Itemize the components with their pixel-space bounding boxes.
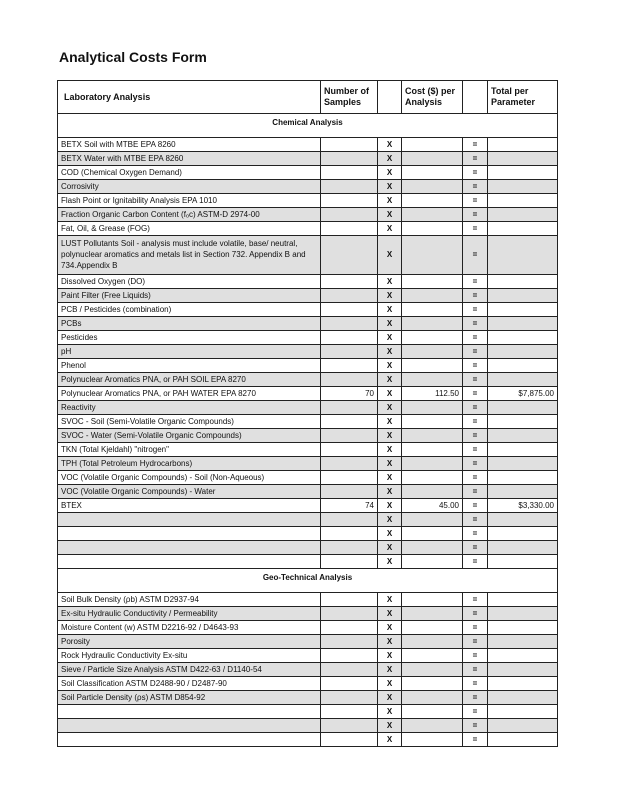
cost-input-cell[interactable] xyxy=(402,555,463,569)
table-row xyxy=(58,401,558,415)
samples-input-cell[interactable] xyxy=(321,513,378,527)
samples-input-cell[interactable]: 74 xyxy=(321,499,378,513)
equals-sign-cell: = xyxy=(463,705,488,719)
multiply-sign-cell: X xyxy=(378,138,402,152)
equals-sign-cell: = xyxy=(463,236,488,275)
multiply-sign-cell: X xyxy=(378,499,402,513)
table-row xyxy=(58,152,558,166)
total-input-cell[interactable] xyxy=(488,527,558,541)
table-row xyxy=(58,303,558,317)
table-row xyxy=(58,180,558,194)
total-input-cell[interactable] xyxy=(488,733,558,747)
equals-sign-cell: = xyxy=(463,527,488,541)
analysis-name-cell: Soil Bulk Density (ρb) ASTM D2937-94 xyxy=(58,593,321,607)
samples-input-cell[interactable] xyxy=(321,555,378,569)
multiply-sign-cell: X xyxy=(378,429,402,443)
samples-input-cell[interactable] xyxy=(321,303,378,317)
analysis-name-cell: TPH (Total Petroleum Hydrocarbons) xyxy=(58,457,321,471)
analysis-name-cell: SVOC - Water (Semi-Volatile Organic Compounds) xyxy=(58,429,321,443)
analysis-name-cell: Fraction Organic Carbon Content (fₒc) ASTM-D 2974-00 xyxy=(58,208,321,222)
analysis-name-cell: VOC (Volatile Organic Compounds) - Soil (Non-Aqueous) xyxy=(58,471,321,485)
multiply-sign-cell: X xyxy=(378,415,402,429)
equals-sign-cell: = xyxy=(463,607,488,621)
analysis-name-cell: Pesticides xyxy=(58,331,321,345)
equals-sign-cell: = xyxy=(463,733,488,747)
multiply-sign-cell: X xyxy=(378,541,402,555)
samples-input-cell[interactable] xyxy=(321,401,378,415)
equals-sign-cell: = xyxy=(463,359,488,373)
samples-input-cell[interactable] xyxy=(321,719,378,733)
equals-sign-cell: = xyxy=(463,275,488,289)
total-input-cell[interactable] xyxy=(488,663,558,677)
equals-sign-cell: = xyxy=(463,457,488,471)
equals-sign-cell: = xyxy=(463,499,488,513)
cost-input-cell[interactable] xyxy=(402,635,463,649)
total-input-cell[interactable] xyxy=(488,457,558,471)
equals-sign-cell: = xyxy=(463,719,488,733)
cost-input-cell[interactable] xyxy=(402,705,463,719)
header-lab-analysis: Laboratory Analysis xyxy=(58,81,321,114)
analysis-name-cell: BETX Water with MTBE EPA 8260 xyxy=(58,152,321,166)
total-input-cell[interactable] xyxy=(488,649,558,663)
multiply-sign-cell: X xyxy=(378,663,402,677)
samples-input-cell[interactable] xyxy=(321,236,378,275)
analysis-name-cell: PCBs xyxy=(58,317,321,331)
total-input-cell[interactable] xyxy=(488,138,558,152)
equals-sign-cell: = xyxy=(463,443,488,457)
equals-sign-cell: = xyxy=(463,593,488,607)
samples-input-cell[interactable] xyxy=(321,373,378,387)
total-input-cell[interactable] xyxy=(488,593,558,607)
cost-input-cell[interactable] xyxy=(402,677,463,691)
total-input-cell[interactable] xyxy=(488,180,558,194)
samples-input-cell[interactable] xyxy=(321,541,378,555)
total-input-cell[interactable] xyxy=(488,513,558,527)
header-op-spacer xyxy=(378,81,402,114)
multiply-sign-cell: X xyxy=(378,621,402,635)
multiply-sign-cell: X xyxy=(378,387,402,401)
equals-sign-cell: = xyxy=(463,415,488,429)
table-row xyxy=(58,663,558,677)
total-input-cell[interactable] xyxy=(488,621,558,635)
total-input-cell[interactable] xyxy=(488,317,558,331)
total-input-cell[interactable] xyxy=(488,705,558,719)
total-input-cell[interactable] xyxy=(488,303,558,317)
total-input-cell[interactable] xyxy=(488,607,558,621)
table-row xyxy=(58,457,558,471)
section-title: Geo-Technical Analysis xyxy=(58,569,558,588)
cost-input-cell[interactable] xyxy=(402,621,463,635)
analysis-name-cell: BETX Soil with MTBE EPA 8260 xyxy=(58,138,321,152)
table-row xyxy=(58,275,558,289)
equals-sign-cell: = xyxy=(463,471,488,485)
cost-input-cell[interactable] xyxy=(402,331,463,345)
table-row xyxy=(58,719,558,733)
multiply-sign-cell: X xyxy=(378,359,402,373)
multiply-sign-cell: X xyxy=(378,593,402,607)
table-row xyxy=(58,359,558,373)
equals-sign-cell: = xyxy=(463,401,488,415)
cost-input-cell[interactable]: 45.00 xyxy=(402,499,463,513)
equals-sign-cell: = xyxy=(463,555,488,569)
total-input-cell[interactable] xyxy=(488,289,558,303)
multiply-sign-cell: X xyxy=(378,166,402,180)
table-row xyxy=(58,345,558,359)
samples-input-cell[interactable] xyxy=(321,359,378,373)
total-input-cell[interactable] xyxy=(488,471,558,485)
samples-input-cell[interactable] xyxy=(321,527,378,541)
table-row xyxy=(58,499,558,513)
table-row xyxy=(58,635,558,649)
samples-input-cell[interactable] xyxy=(321,621,378,635)
analysis-name-cell xyxy=(58,527,321,541)
table-row xyxy=(58,373,558,387)
samples-input-cell[interactable] xyxy=(321,663,378,677)
equals-sign-cell: = xyxy=(463,208,488,222)
cost-input-cell[interactable] xyxy=(402,541,463,555)
cost-input-cell[interactable] xyxy=(402,166,463,180)
samples-input-cell[interactable] xyxy=(321,733,378,747)
table-row xyxy=(58,691,558,705)
cost-input-cell[interactable] xyxy=(402,593,463,607)
table-row xyxy=(58,429,558,443)
cost-input-cell[interactable] xyxy=(402,275,463,289)
analysis-name-cell: Polynuclear Aromatics PNA, or PAH SOIL EPA 8270 xyxy=(58,373,321,387)
analysis-name-cell: BTEX xyxy=(58,499,321,513)
table-row xyxy=(58,607,558,621)
cost-input-cell[interactable] xyxy=(402,222,463,236)
analysis-name-cell: LUST Pollutants Soil - analysis must include volatile, base/ neutral, polynuclear aromatics and metals list in Section 732. Appendix B and 734.Appendix B xyxy=(58,236,321,275)
table-row xyxy=(58,733,558,747)
multiply-sign-cell: X xyxy=(378,471,402,485)
cost-input-cell[interactable] xyxy=(402,303,463,317)
analysis-name-cell: Corrosivity xyxy=(58,180,321,194)
samples-input-cell[interactable] xyxy=(321,457,378,471)
total-input-cell[interactable] xyxy=(488,555,558,569)
samples-input-cell[interactable] xyxy=(321,429,378,443)
total-input-cell[interactable] xyxy=(488,541,558,555)
cost-input-cell[interactable] xyxy=(402,733,463,747)
multiply-sign-cell: X xyxy=(378,180,402,194)
analysis-name-cell: Flash Point or Ignitability Analysis EPA 1010 xyxy=(58,194,321,208)
analysis-name-cell: Sieve / Particle Size Analysis ASTM D422-63 / D1140-54 xyxy=(58,663,321,677)
samples-input-cell[interactable] xyxy=(321,471,378,485)
analysis-name-cell xyxy=(58,555,321,569)
total-input-cell[interactable] xyxy=(488,485,558,499)
total-input-cell[interactable] xyxy=(488,331,558,345)
analysis-name-cell: VOC (Volatile Organic Compounds) - Water xyxy=(58,485,321,499)
analysis-name-cell: Rock Hydraulic Conductivity Ex-situ xyxy=(58,649,321,663)
equals-sign-cell: = xyxy=(463,180,488,194)
analysis-name-cell: Reactivity xyxy=(58,401,321,415)
equals-sign-cell: = xyxy=(463,373,488,387)
equals-sign-cell: = xyxy=(463,621,488,635)
samples-input-cell[interactable] xyxy=(321,649,378,663)
multiply-sign-cell: X xyxy=(378,275,402,289)
multiply-sign-cell: X xyxy=(378,345,402,359)
cost-input-cell[interactable] xyxy=(402,663,463,677)
table-row xyxy=(58,317,558,331)
analysis-name-cell: Paint Filter (Free Liquids) xyxy=(58,289,321,303)
analysis-name-cell: Soil Particle Density (ρs) ASTM D854-92 xyxy=(58,691,321,705)
equals-sign-cell: = xyxy=(463,635,488,649)
samples-input-cell[interactable] xyxy=(321,691,378,705)
samples-input-cell[interactable] xyxy=(321,705,378,719)
table-row xyxy=(58,677,558,691)
equals-sign-cell: = xyxy=(463,138,488,152)
header-samples: Number of Samples xyxy=(321,81,378,114)
section-title: Chemical Analysis xyxy=(58,114,558,133)
samples-input-cell[interactable] xyxy=(321,222,378,236)
multiply-sign-cell: X xyxy=(378,649,402,663)
analysis-name-cell: COD (Chemical Oxygen Demand) xyxy=(58,166,321,180)
analysis-name-cell: TKN (Total Kjeldahl) "nitrogen" xyxy=(58,443,321,457)
total-input-cell[interactable] xyxy=(488,635,558,649)
table-row xyxy=(58,138,558,152)
equals-sign-cell: = xyxy=(463,222,488,236)
table-row xyxy=(58,194,558,208)
cost-input-cell[interactable] xyxy=(402,429,463,443)
multiply-sign-cell: X xyxy=(378,513,402,527)
table-row xyxy=(58,485,558,499)
multiply-sign-cell: X xyxy=(378,222,402,236)
equals-sign-cell: = xyxy=(463,387,488,401)
total-input-cell[interactable] xyxy=(488,152,558,166)
equals-sign-cell: = xyxy=(463,513,488,527)
samples-input-cell[interactable] xyxy=(321,345,378,359)
multiply-sign-cell: X xyxy=(378,152,402,166)
cost-input-cell[interactable] xyxy=(402,443,463,457)
samples-input-cell[interactable] xyxy=(321,166,378,180)
multiply-sign-cell: X xyxy=(378,719,402,733)
section-header-row xyxy=(58,569,558,588)
multiply-sign-cell: X xyxy=(378,457,402,471)
total-input-cell[interactable] xyxy=(488,373,558,387)
equals-sign-cell: = xyxy=(463,152,488,166)
total-input-cell[interactable] xyxy=(488,415,558,429)
table-row xyxy=(58,555,558,569)
samples-input-cell[interactable]: 70 xyxy=(321,387,378,401)
multiply-sign-cell: X xyxy=(378,607,402,621)
samples-input-cell[interactable] xyxy=(321,331,378,345)
samples-input-cell[interactable] xyxy=(321,317,378,331)
samples-input-cell[interactable] xyxy=(321,138,378,152)
total-input-cell[interactable] xyxy=(488,691,558,705)
total-input-cell[interactable] xyxy=(488,443,558,457)
table-row xyxy=(58,289,558,303)
equals-sign-cell: = xyxy=(463,663,488,677)
samples-input-cell[interactable] xyxy=(321,415,378,429)
samples-input-cell[interactable] xyxy=(321,485,378,499)
equals-sign-cell: = xyxy=(463,691,488,705)
total-input-cell[interactable] xyxy=(488,401,558,415)
table-row xyxy=(58,331,558,345)
samples-input-cell[interactable] xyxy=(321,180,378,194)
table-row xyxy=(58,387,558,401)
cost-input-cell[interactable] xyxy=(402,691,463,705)
total-input-cell[interactable] xyxy=(488,208,558,222)
equals-sign-cell: = xyxy=(463,677,488,691)
total-input-cell[interactable] xyxy=(488,429,558,443)
table-row xyxy=(58,621,558,635)
cost-input-cell[interactable] xyxy=(402,457,463,471)
cost-input-cell[interactable] xyxy=(402,236,463,275)
analysis-name-cell: Ex-situ Hydraulic Conductivity / Permeability xyxy=(58,607,321,621)
analysis-name-cell: Soil Classification ASTM D2488-90 / D2487-90 xyxy=(58,677,321,691)
analysis-name-cell xyxy=(58,733,321,747)
cost-input-cell[interactable] xyxy=(402,401,463,415)
table-row xyxy=(58,513,558,527)
total-input-cell[interactable] xyxy=(488,236,558,275)
total-input-cell[interactable] xyxy=(488,194,558,208)
analysis-name-cell: PCB / Pesticides (combination) xyxy=(58,303,321,317)
cost-input-cell[interactable] xyxy=(402,289,463,303)
cost-input-cell[interactable] xyxy=(402,180,463,194)
cost-input-cell[interactable] xyxy=(402,373,463,387)
analysis-name-cell xyxy=(58,513,321,527)
multiply-sign-cell: X xyxy=(378,317,402,331)
equals-sign-cell: = xyxy=(463,289,488,303)
cost-input-cell[interactable] xyxy=(402,485,463,499)
multiply-sign-cell: X xyxy=(378,331,402,345)
multiply-sign-cell: X xyxy=(378,691,402,705)
analytical-costs-table xyxy=(57,80,558,747)
multiply-sign-cell: X xyxy=(378,208,402,222)
multiply-sign-cell: X xyxy=(378,289,402,303)
cost-input-cell[interactable] xyxy=(402,649,463,663)
table-row xyxy=(58,527,558,541)
form-title: Analytical Costs Form xyxy=(59,49,207,65)
samples-input-cell[interactable] xyxy=(321,607,378,621)
table-row xyxy=(58,593,558,607)
samples-input-cell[interactable] xyxy=(321,275,378,289)
total-input-cell[interactable] xyxy=(488,359,558,373)
analysis-name-cell xyxy=(58,541,321,555)
equals-sign-cell: = xyxy=(463,303,488,317)
multiply-sign-cell: X xyxy=(378,401,402,415)
cost-input-cell[interactable] xyxy=(402,208,463,222)
cost-input-cell[interactable] xyxy=(402,607,463,621)
equals-sign-cell: = xyxy=(463,317,488,331)
analysis-name-cell: Polynuclear Aromatics PNA, or PAH WATER EPA 8270 xyxy=(58,387,321,401)
cost-input-cell[interactable] xyxy=(402,527,463,541)
equals-sign-cell: = xyxy=(463,485,488,499)
samples-input-cell[interactable] xyxy=(321,635,378,649)
total-input-cell[interactable]: $7,875.00 xyxy=(488,387,558,401)
equals-sign-cell: = xyxy=(463,429,488,443)
multiply-sign-cell: X xyxy=(378,443,402,457)
cost-input-cell[interactable] xyxy=(402,513,463,527)
multiply-sign-cell: X xyxy=(378,485,402,499)
table-row xyxy=(58,705,558,719)
header-eq-spacer xyxy=(463,81,488,114)
multiply-sign-cell: X xyxy=(378,236,402,275)
samples-input-cell[interactable] xyxy=(321,289,378,303)
cost-input-cell[interactable] xyxy=(402,359,463,373)
table-row xyxy=(58,415,558,429)
equals-sign-cell: = xyxy=(463,345,488,359)
total-input-cell[interactable] xyxy=(488,677,558,691)
analysis-name-cell: Fat, Oil, & Grease (FOG) xyxy=(58,222,321,236)
header-cost-per-analysis: Cost ($) per Analysis xyxy=(402,81,463,114)
multiply-sign-cell: X xyxy=(378,373,402,387)
multiply-sign-cell: X xyxy=(378,555,402,569)
total-input-cell[interactable] xyxy=(488,719,558,733)
total-input-cell[interactable] xyxy=(488,222,558,236)
total-input-cell[interactable] xyxy=(488,345,558,359)
total-input-cell[interactable]: $3,330.00 xyxy=(488,499,558,513)
samples-input-cell[interactable] xyxy=(321,152,378,166)
samples-input-cell[interactable] xyxy=(321,443,378,457)
equals-sign-cell: = xyxy=(463,194,488,208)
equals-sign-cell: = xyxy=(463,331,488,345)
cost-input-cell[interactable]: 112.50 xyxy=(402,387,463,401)
analysis-name-cell: Moisture Content (w) ASTM D2216-92 / D4643-93 xyxy=(58,621,321,635)
cost-input-cell[interactable] xyxy=(402,194,463,208)
equals-sign-cell: = xyxy=(463,166,488,180)
header-total-per-parameter: Total per Parameter xyxy=(488,81,558,114)
analysis-name-cell: Porosity xyxy=(58,635,321,649)
section-header-row xyxy=(58,114,558,133)
equals-sign-cell: = xyxy=(463,649,488,663)
analysis-name-cell: pH xyxy=(58,345,321,359)
cost-input-cell[interactable] xyxy=(402,345,463,359)
cost-input-cell[interactable] xyxy=(402,471,463,485)
multiply-sign-cell: X xyxy=(378,705,402,719)
multiply-sign-cell: X xyxy=(378,303,402,317)
table-row xyxy=(58,443,558,457)
samples-input-cell[interactable] xyxy=(321,677,378,691)
total-input-cell[interactable] xyxy=(488,166,558,180)
table-header-row xyxy=(58,81,558,114)
cost-input-cell[interactable] xyxy=(402,138,463,152)
multiply-sign-cell: X xyxy=(378,194,402,208)
equals-sign-cell: = xyxy=(463,541,488,555)
table-row xyxy=(58,208,558,222)
total-input-cell[interactable] xyxy=(488,275,558,289)
multiply-sign-cell: X xyxy=(378,677,402,691)
multiply-sign-cell: X xyxy=(378,733,402,747)
cost-input-cell[interactable] xyxy=(402,719,463,733)
table-row xyxy=(58,166,558,180)
analysis-name-cell: SVOC - Soil (Semi-Volatile Organic Compounds) xyxy=(58,415,321,429)
table-row xyxy=(58,471,558,485)
analysis-name-cell: Dissolved Oxygen (DO) xyxy=(58,275,321,289)
analysis-name-cell xyxy=(58,705,321,719)
analysis-name-cell xyxy=(58,719,321,733)
multiply-sign-cell: X xyxy=(378,635,402,649)
samples-input-cell[interactable] xyxy=(321,208,378,222)
table-row xyxy=(58,649,558,663)
multiply-sign-cell: X xyxy=(378,527,402,541)
cost-input-cell[interactable] xyxy=(402,415,463,429)
cost-input-cell[interactable] xyxy=(402,317,463,331)
cost-input-cell[interactable] xyxy=(402,152,463,166)
table-row xyxy=(58,222,558,236)
table-row xyxy=(58,541,558,555)
analysis-name-cell: Phenol xyxy=(58,359,321,373)
samples-input-cell[interactable] xyxy=(321,593,378,607)
table-row xyxy=(58,236,558,275)
samples-input-cell[interactable] xyxy=(321,194,378,208)
